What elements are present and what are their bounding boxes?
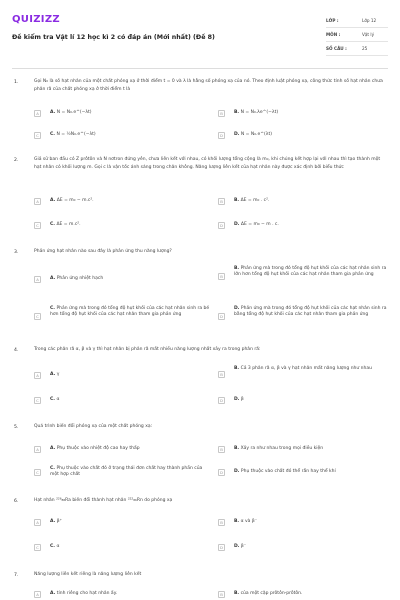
option-letter-box[interactable]: B	[218, 371, 225, 378]
question-text: Quá trình biến đổi phóng xạ của một chất phóng xạ:	[34, 424, 153, 429]
option-letter-box[interactable]: D	[218, 222, 225, 229]
option-text: N = ½N₀.e^(−λt)	[56, 132, 96, 137]
option-text: Phụ thuộc vào chất đó thể rắn hay thể khí	[240, 469, 336, 474]
meta-label-question-count: SỐ CÂU :	[326, 46, 347, 51]
option-text: α	[56, 544, 60, 549]
meta-label-class: LỚP :	[326, 18, 339, 23]
option-letter-box[interactable]: A	[34, 198, 41, 205]
option-prefix: B.	[234, 591, 240, 596]
option-text: Xảy ra như nhau trong mọi điều kiện	[240, 446, 324, 451]
question-text: Trong các phân rã α, β và γ thì hạt nhân bị phân rã mất nhiều năng lượng nhất xảy ra trong phân rã:	[34, 347, 261, 352]
page-title: Đề kiểm tra Vật lí 12 học kì 2 có đáp án (Mới nhất) (Đề 8)	[12, 34, 215, 41]
option-prefix: B.	[234, 198, 240, 203]
question-text: Hạt nhân ²²⁶₈₈Ra biến đổi thành hạt nhân ²²²₈₆Rn do phóng xạ	[34, 498, 173, 503]
option-text: ΔE = m₀ . c².	[240, 198, 270, 203]
option-letter-box[interactable]: A	[34, 372, 41, 379]
option-prefix: D.	[234, 397, 240, 402]
option-prefix: B.	[234, 519, 240, 524]
option-letter-box[interactable]: D	[218, 544, 225, 551]
meta-value-question-count: 25	[362, 46, 368, 51]
meta-row-subject	[326, 28, 388, 42]
question-number: 3.	[14, 250, 19, 255]
option-text: β	[240, 397, 244, 402]
option-text: của một cặp prôtôn-prôtôn.	[240, 591, 303, 596]
option-text: Phản ứng mà trong đó tổng độ hụt khối của các hạt nhân sinh ra bằng tổng độ hụt khối của các hạt nhân tham gia phản ứng	[234, 306, 387, 318]
option-prefix: A.	[50, 198, 56, 203]
option-text: ΔE = m₀ − m . c.	[240, 222, 279, 227]
option-text: ΔE = m₀ − m.c².	[56, 198, 94, 203]
option-prefix: C.	[50, 544, 56, 549]
worksheet-meta	[326, 14, 388, 56]
option-prefix: A.	[50, 372, 56, 377]
option-prefix: D.	[234, 132, 240, 137]
question-text: Gọi N₀ là số hạt nhân của một chất phóng xạ ở thời điểm t = 0 và λ là hằng số phóng xạ của nó. Theo định luật phóng xạ, công thức tính số hạt nhân chưa phân rã của chất phóng xạ ở thời điểm t là	[34, 79, 383, 92]
option-text: β⁻	[240, 544, 247, 549]
option-prefix: A.	[50, 276, 56, 281]
question-number: 2.	[14, 158, 19, 163]
worksheet-header	[12, 14, 388, 60]
meta-value-class: Lớp 12	[362, 18, 377, 23]
option-prefix: D.	[234, 544, 240, 549]
option-prefix: C.	[50, 132, 56, 137]
option-text: β⁺	[56, 519, 62, 524]
question-text: Phản ứng hạt nhân nào sau đây là phản ứng thu năng lượng?	[34, 249, 172, 254]
option-letter-box[interactable]: A	[34, 276, 41, 283]
option-text: tính riêng cho hạt nhân ấy.	[56, 591, 118, 596]
option-text: Phản ứng nhiệt hạch	[56, 276, 104, 281]
quizizz-logo: QUIZIZZ	[12, 14, 60, 25]
option-prefix: A.	[50, 446, 56, 451]
option-text: N = N₀.e^(λt)	[240, 132, 272, 137]
option-prefix: C.	[50, 222, 56, 227]
header-divider	[12, 68, 388, 69]
option-letter-box[interactable]: A	[34, 110, 41, 117]
option-letter-box[interactable]: A	[34, 519, 41, 526]
option-letter-box[interactable]: B	[218, 110, 225, 117]
option-prefix: A.	[50, 591, 56, 596]
option-prefix: B.	[234, 110, 240, 115]
option-letter-box[interactable]: B	[218, 273, 225, 280]
option-letter-box[interactable]: B	[218, 519, 225, 526]
option-letter-box[interactable]: A	[34, 446, 41, 453]
option-letter-box[interactable]: C	[34, 544, 41, 551]
question-text: Năng lượng liên kết riêng là năng lượng liên kết	[34, 572, 142, 577]
option-letter-box[interactable]: C	[34, 313, 41, 320]
option-letter-box[interactable]: C	[34, 469, 41, 476]
option-prefix: D.	[234, 469, 240, 474]
option-text: ΔE = m.c².	[56, 222, 81, 227]
meta-label-subject: MÔN :	[326, 32, 341, 37]
option-letter-box[interactable]: D	[218, 313, 225, 320]
question-text: Giả sử ban đầu có Z prôtôn và N nơtron đứng yên, chưa liên kết với nhau, có khối lượng tổng cộng là m₀, khi chúng kết hợp lại với nhau thì tạo thành một hạt nhân có khối lượng m. Gọi c là vận tốc ánh sáng trong chân không. Năng lượng liên kết của hạt nhân này được xác định bởi biểu thức	[34, 157, 381, 170]
option-text: Phụ thuộc vào nhiệt độ cao hay thấp	[56, 446, 140, 451]
option-letter-box[interactable]: C	[34, 222, 41, 229]
option-text: α	[56, 397, 60, 402]
option-letter-box[interactable]: A	[34, 591, 41, 598]
option-letter-box[interactable]: B	[218, 591, 225, 598]
question-number: 1.	[14, 80, 19, 85]
option-letter-box[interactable]: B	[218, 198, 225, 205]
option-letter-box[interactable]: D	[218, 397, 225, 404]
option-letter-box[interactable]: C	[34, 132, 41, 139]
option-letter-box[interactable]: C	[34, 397, 41, 404]
option-text: Phản ứng mà trong đó tổng độ hụt khối của các hạt nhân sinh ra bé hơn tổng độ hụt khối của các hạt nhân tham gia phản ứng	[50, 306, 210, 318]
option-letter-box[interactable]: D	[218, 469, 225, 476]
option-text: Cả 3 phân rã α, β và γ hạt nhân mất năng lượng như nhau	[240, 366, 372, 371]
option-prefix: B.	[234, 366, 240, 371]
option-prefix: D.	[234, 306, 240, 311]
option-prefix: C.	[50, 466, 56, 471]
option-prefix: D.	[234, 222, 240, 227]
option-letter-box[interactable]: D	[218, 132, 225, 139]
option-prefix: B.	[234, 266, 240, 271]
option-text: α và β⁻	[240, 519, 258, 524]
option-prefix: B.	[234, 446, 240, 451]
question-number: 5.	[14, 425, 19, 430]
question-number: 6.	[14, 499, 19, 504]
option-prefix: C.	[50, 397, 56, 402]
option-prefix: A.	[50, 110, 56, 115]
option-text: N = N₀.λe^(−λt)	[240, 110, 279, 115]
question-number: 7.	[14, 573, 19, 578]
question-number: 4.	[14, 348, 19, 353]
option-text: N = N₀.e^(−λt)	[56, 110, 92, 115]
option-prefix: C.	[50, 306, 56, 311]
meta-row-question-count	[326, 42, 388, 56]
option-text: Phụ thuộc vào chất đó ở trạng thái đơn chất hay thành phần của một hợp chất	[50, 466, 203, 478]
meta-value-subject: Vật lý	[362, 32, 375, 37]
option-text: Phản ứng mà trong đó tổng độ hụt khối của các hạt nhân sinh ra lớn hơn tổng độ hụt khối của các hạt nhân tham gia phản ứng	[234, 266, 387, 278]
meta-row-class	[326, 14, 388, 28]
option-letter-box[interactable]: B	[218, 446, 225, 453]
option-prefix: A.	[50, 519, 56, 524]
option-text: γ	[56, 372, 60, 377]
